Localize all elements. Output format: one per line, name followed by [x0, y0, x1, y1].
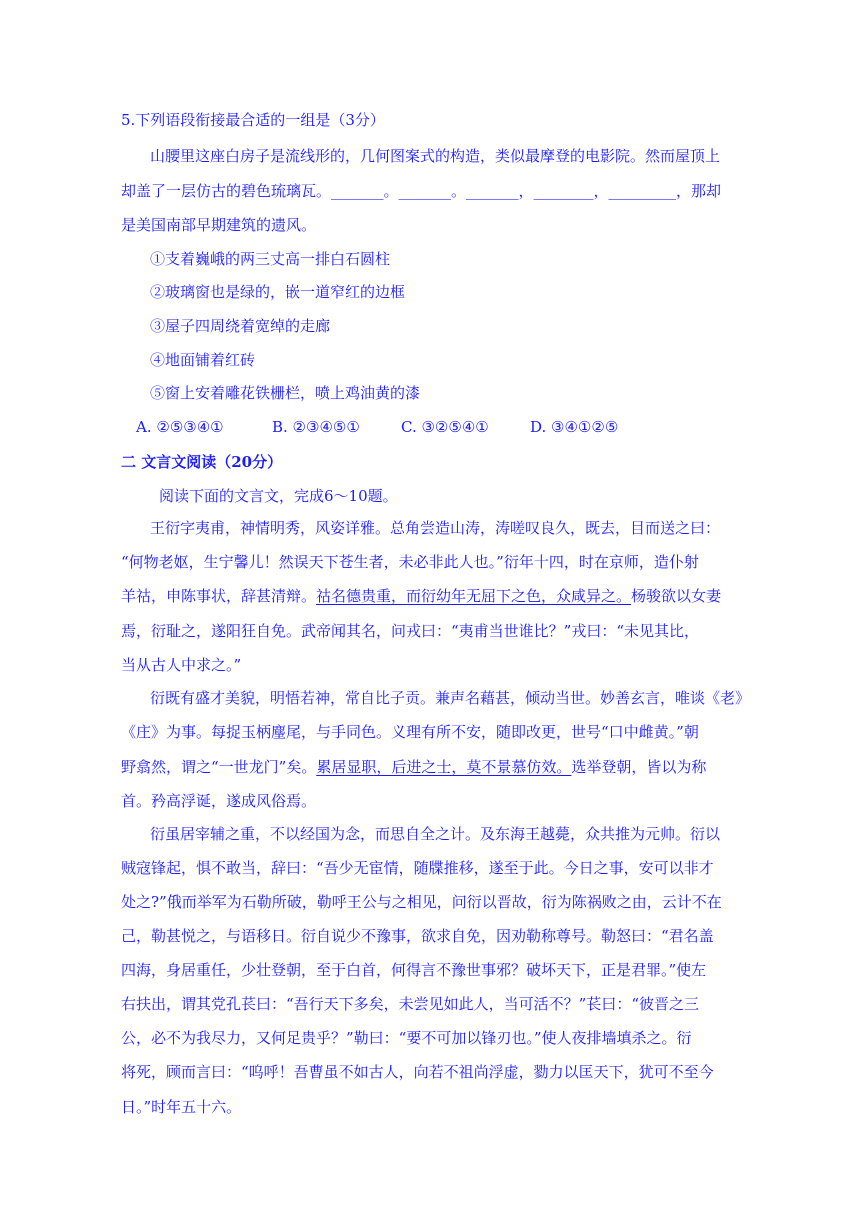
option-item: ③屋子四周绕着宽绰的走廊 [150, 317, 331, 335]
text-line: 公，必不为我尽力，又何足贵乎？”勒曰：“要不可加以锋刃也。”使人夜排墙填杀之。衍 [121, 1029, 692, 1047]
passage-line: 却盖了一层仿古的碧色琉璃瓦。_______。_______。_______，________，_________，那却 [121, 182, 722, 200]
underlined-sentence: 祜名德贵重，而衍幼年无屈下之色，众咸异之。 [316, 587, 632, 605]
text-line: 贼寇锋起，惧不敢当，辞曰：“吾少无宦情，随牒推移，遂至于此。今日之事，安可以非才 [121, 859, 714, 877]
text-line: 衍虽居宰辅之重，不以经国为念，而思自全之计。及东海王越薨，众共推为元帅。衍以 [150, 825, 721, 843]
underlined-sentence: 累居显职，后进之士，莫不景慕仿效。 [316, 758, 572, 776]
text-line: 日。”时年五十六。 [121, 1098, 242, 1116]
section-intro: 阅读下面的文言文，完成6～10题。 [159, 487, 398, 505]
passage-line: 是美国南部早期建筑的遗风。 [121, 216, 317, 234]
option-item: ①支着巍峨的两三丈高一排白石圆柱 [150, 250, 391, 268]
text-line: 己，勒甚悦之，与语移日。衍自说少不豫事，欲求自免，因劝勒称尊号。勒怒曰：“君名盖 [121, 927, 714, 945]
text-segment: 杨骏欲以女妻 [631, 587, 722, 605]
text-line: “何物老妪，生宁馨儿！然误天下苍生者，未必非此人也。”衍年十四，时在京师，造仆射 [121, 553, 699, 571]
answer-option-a: A. ②⑤③④① [136, 418, 224, 436]
text-line: 处之?”俄而举军为石勒所破，勒呼王公与之相见，问衍以晋故，衍为陈祸败之由，云计不在 [121, 893, 722, 911]
text-line-with-underline [121, 586, 721, 606]
option-item: ②玻璃窗也是绿的，嵌一道窄红的边框 [150, 283, 406, 301]
option-item: ④地面铺着红砖 [150, 351, 256, 369]
text-line: 衍既有盛才美貌，明悟若神，常自比子贡。兼声名藉甚，倾动当世。妙善玄言，唯谈《老》 [150, 689, 751, 707]
text-segment: 选举登朝，皆以为称 [571, 758, 707, 776]
answer-option-c: C. ③②⑤④① [401, 418, 489, 436]
option-item: ⑤窗上安着雕花铁栅栏，喷上鸡油黄的漆 [150, 384, 421, 402]
text-line: 王衍字夷甫，神情明秀，风姿详雅。总角尝造山涛，涛嗟叹良久，既去，目而送之曰： [150, 519, 721, 537]
text-segment: 羊祜，申陈事状，辞甚清辩。 [121, 587, 317, 605]
text-line: 《庄》为事。每捉玉柄麈尾，与手同色。义理有所不安，随即改更，世号“口中雌黄。”朝 [121, 723, 699, 741]
text-line: 右扶出，谓其党孔苌曰：“吾行天下多矣，未尝见如此人，当可活不？”苌曰：“彼晋之三 [121, 995, 700, 1013]
section-heading: 二 文言文阅读（20分） [121, 453, 283, 471]
text-line: 四海，身居重任，少壮登朝，至于白首，何得言不豫世事邪？破坏天下，正是君罪。”使左 [121, 961, 707, 979]
text-line: 当从古人中求之。” [121, 656, 242, 674]
text-line-with-underline [121, 757, 706, 777]
text-line: 焉，衍耻之，遂阳狂自免。武帝闻其名，问戎曰：“夷甫当世谁比？”戎曰：“未见其比， [121, 622, 700, 640]
text-segment: 野翕然，谓之“一世龙门”矣。 [121, 758, 317, 776]
answer-option-b: B. ②③④⑤① [272, 418, 360, 436]
passage-line: 山腰里这座白房子是流线形的，几何图案式的构造，类似最摩登的电影院。然而屋顶上 [150, 147, 721, 165]
answer-option-d: D. ③④①②⑤ [530, 418, 619, 436]
question-5-title: 5.下列语段衔接最合适的一组是（3分） [121, 111, 385, 129]
text-line: 将死，顾而言曰：“呜呼！吾曹虽不如古人，向若不祖尚浮虚，勠力以匡天下，犹可不至今 [121, 1063, 714, 1081]
text-line: 首。矜高浮诞，遂成风俗焉。 [121, 792, 317, 810]
